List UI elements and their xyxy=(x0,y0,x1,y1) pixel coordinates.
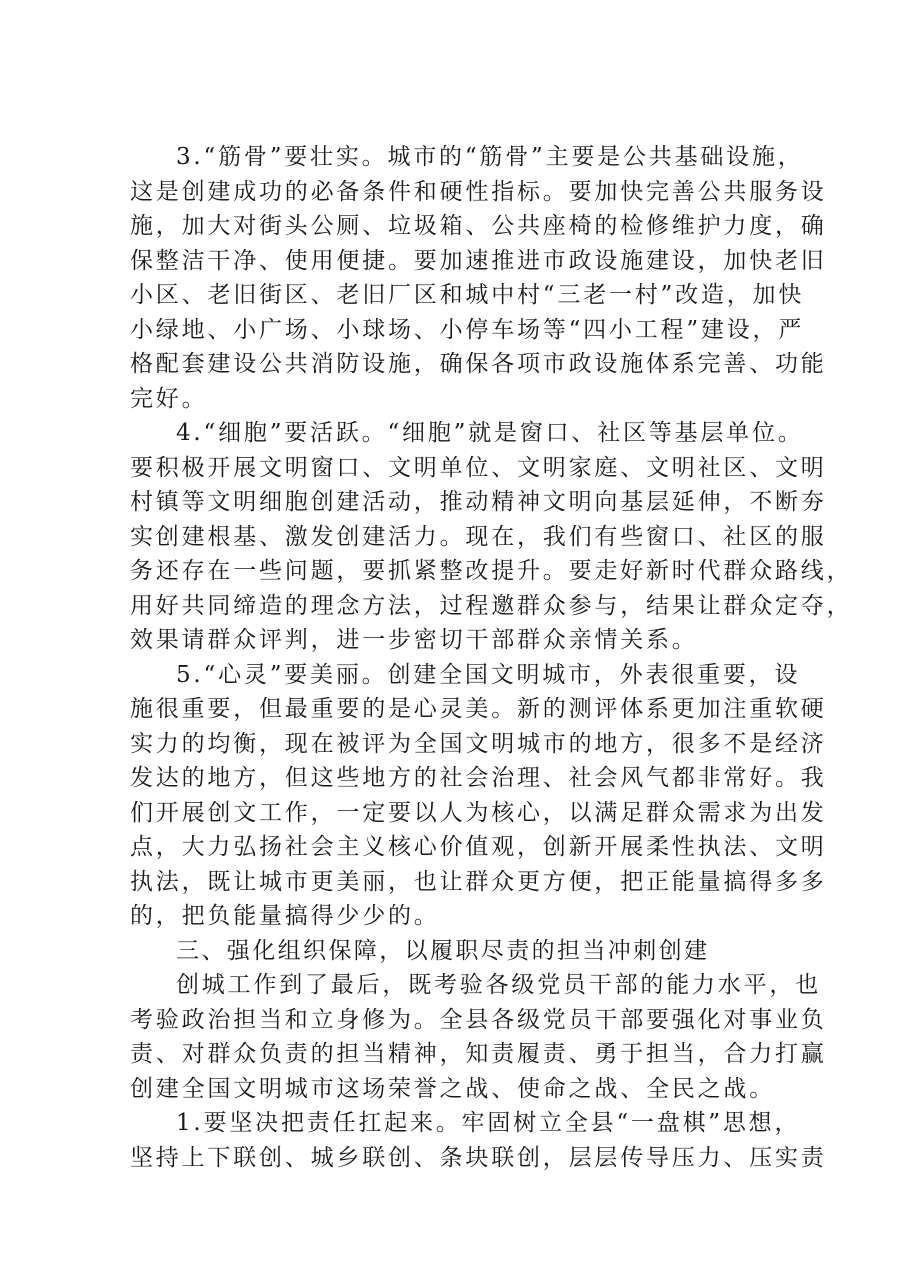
text-line: 完好。 xyxy=(130,385,208,412)
text-line: 创城工作到了最后，既考验各级党员干部的能力水平，也 xyxy=(176,972,821,998)
text-line: 小绿地、小广场、小球场、小停车场等“四小工程”建设，严 xyxy=(130,316,805,343)
text-line: 们开展创文工作，一定要以人为核心，以满足群众需求为出发 xyxy=(130,799,827,826)
text-line: 考验政治担当和立身修为。全县各级党员干部要强化对事业负 xyxy=(130,1006,827,1033)
text-line: 要积极开展文明窗口、文明单位、文明家庭、文明社区、文明 xyxy=(130,454,827,481)
text-line: 效果请群众评判，进一步密切干部群众亲情关系。 xyxy=(130,627,698,653)
text-line: 用好共同缔造的理念方法，过程邀群众参与，结果让群众定夺， xyxy=(130,592,853,619)
text-line: 施，加大对街头公厕、垃圾箱、公共座椅的检修维护力度，确 xyxy=(130,213,827,239)
text-line: 执法，既让城市更美丽，也让群众更方便，把正能量搞得多多 xyxy=(130,868,827,895)
paragraph xyxy=(130,140,827,416)
document-body xyxy=(130,140,853,1175)
text-line: 4.“细胞”要活跃。“细胞”就是窗口、社区等基层单位。 xyxy=(176,420,804,446)
text-line: 3.“筋骨”要壮实。城市的“筋骨”主要是公共基础设施， xyxy=(176,144,804,170)
text-line: 发达的地方，但这些地方的社会治理、社会风气都非常好。我 xyxy=(130,765,827,791)
paragraph xyxy=(130,968,827,1106)
text-line: 坚持上下联创、城乡联创、条块联创，层层传导压力、压实责 xyxy=(130,1144,827,1171)
section-heading xyxy=(130,934,810,969)
text-line: 保整洁干净、使用便捷。要加速推进市政设施建设，加快老旧 xyxy=(130,247,827,274)
text-line: 村镇等文明细胞创建活动，推动精神文明向基层延伸，不断夯 xyxy=(130,489,827,515)
paragraph xyxy=(130,1106,827,1175)
text-line: 1.要坚决把责任扛起来。牢固树立全县“一盘棋”思想， xyxy=(176,1110,801,1136)
text-line: 施很重要，但最重要的是心灵美。新的测评体系更加注重软硬 xyxy=(130,696,827,722)
text-line: 实创建根基、激发创建活力。现在，我们有些窗口、社区的服 xyxy=(130,523,827,550)
text-line: 创建全国文明城市这场荣誉之战、使命之战、全民之战。 xyxy=(130,1075,775,1102)
text-line: 格配套建设公共消防设施，确保各项市政设施体系完善、功能 xyxy=(130,351,827,377)
text-line: 务还存在一些问题，要抓紧整改提升。要走好新时代群众路线， xyxy=(130,558,853,584)
text-line: 实力的均衡，现在被评为全国文明城市的地方，很多不是经济 xyxy=(130,730,827,757)
text-line: 这是创建成功的必备条件和硬性指标。要加快完善公共服务设 xyxy=(130,178,827,205)
text-line: 的，把负能量搞得少少的。 xyxy=(130,903,440,929)
text-line: 三、强化组织保障，以履职尽责的担当冲刺创建 xyxy=(176,937,710,964)
paragraph xyxy=(130,658,827,934)
text-line: 小区、老旧街区、老旧厂区和城中村“三老一村”改造，加快 xyxy=(130,282,805,308)
paragraph xyxy=(130,416,853,658)
text-line: 点，大力弘扬社会主义核心价值观，创新开展柔性执法、文明 xyxy=(130,834,827,860)
text-line: 5.“心灵”要美丽。创建全国文明城市，外表很重要，设 xyxy=(176,661,801,688)
text-line: 责、对群众负责的担当精神，知责履责、勇于担当，合力打赢 xyxy=(130,1041,827,1067)
